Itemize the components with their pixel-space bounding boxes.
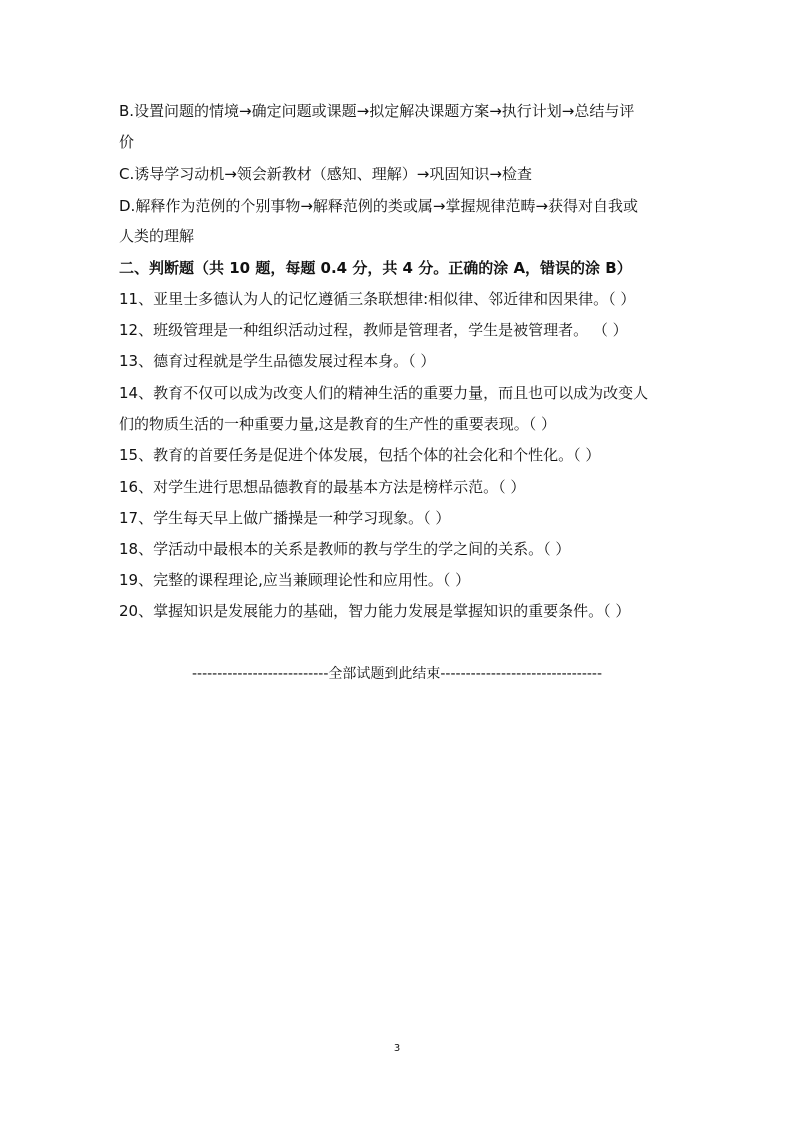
question-19: 19、完整的课程理论,应当兼顾理论性和应用性。（ ） bbox=[119, 571, 471, 589]
question-13: 13、德育过程就是学生品德发展过程本身。（ ） bbox=[119, 352, 436, 370]
option-d-line-1: D.解释作为范例的个别事物→解释范例的类或属→掌握规律范畴→获得对自我或 bbox=[119, 197, 639, 215]
option-d-line-2: 人类的理解 bbox=[119, 227, 195, 245]
question-16: 16、对学生进行思想品德教育的最基本方法是榜样示范。（ ） bbox=[119, 478, 526, 496]
option-b-line-1: B.设置问题的情境→确定问题或课题→拟定解决课题方案→执行计划→总结与评 bbox=[119, 102, 635, 120]
question-14-line-2: 们的物质生活的一种重要力量,这是教育的生产性的重要表现。（ ） bbox=[119, 415, 557, 433]
question-15: 15、教育的首要任务是促进个体发展，包括个体的社会化和个性化。（ ） bbox=[119, 446, 601, 464]
question-20: 20、掌握知识是发展能力的基础，智力能力发展是掌握知识的重要条件。（ ） bbox=[119, 602, 631, 620]
question-14-line-1: 14、教育不仅可以成为改变人们的精神生活的重要力量，而且也可以成为改变人 bbox=[119, 384, 649, 402]
question-11: 11、亚里士多德认为人的记忆遵循三条联想律:相似律、邻近律和因果律。（ ） bbox=[119, 290, 636, 308]
end-of-exam-divider: ---------------------------全部试题到此结束-------------------------------- bbox=[191, 666, 603, 682]
question-12: 12、班级管理是一种组织活动过程，教师是管理者，学生是被管理者。 （ ） bbox=[119, 321, 628, 339]
question-17: 17、学生每天早上做广播操是一种学习现象。（ ） bbox=[119, 509, 451, 527]
page-number: 3 bbox=[393, 1043, 401, 1054]
section-heading-true-false: 二、判断题（共 10 题，每题 0.4 分，共 4 分。正确的涂 A，错误的涂 B） bbox=[119, 259, 632, 277]
question-18: 18、学活动中最根本的关系是教师的教与学生的学之间的关系。（ ） bbox=[119, 540, 571, 558]
option-b-line-2: 价 bbox=[119, 133, 135, 151]
option-c: C.诱导学习动机→领会新教材（感知、理解）→巩固知识→检查 bbox=[119, 165, 532, 183]
